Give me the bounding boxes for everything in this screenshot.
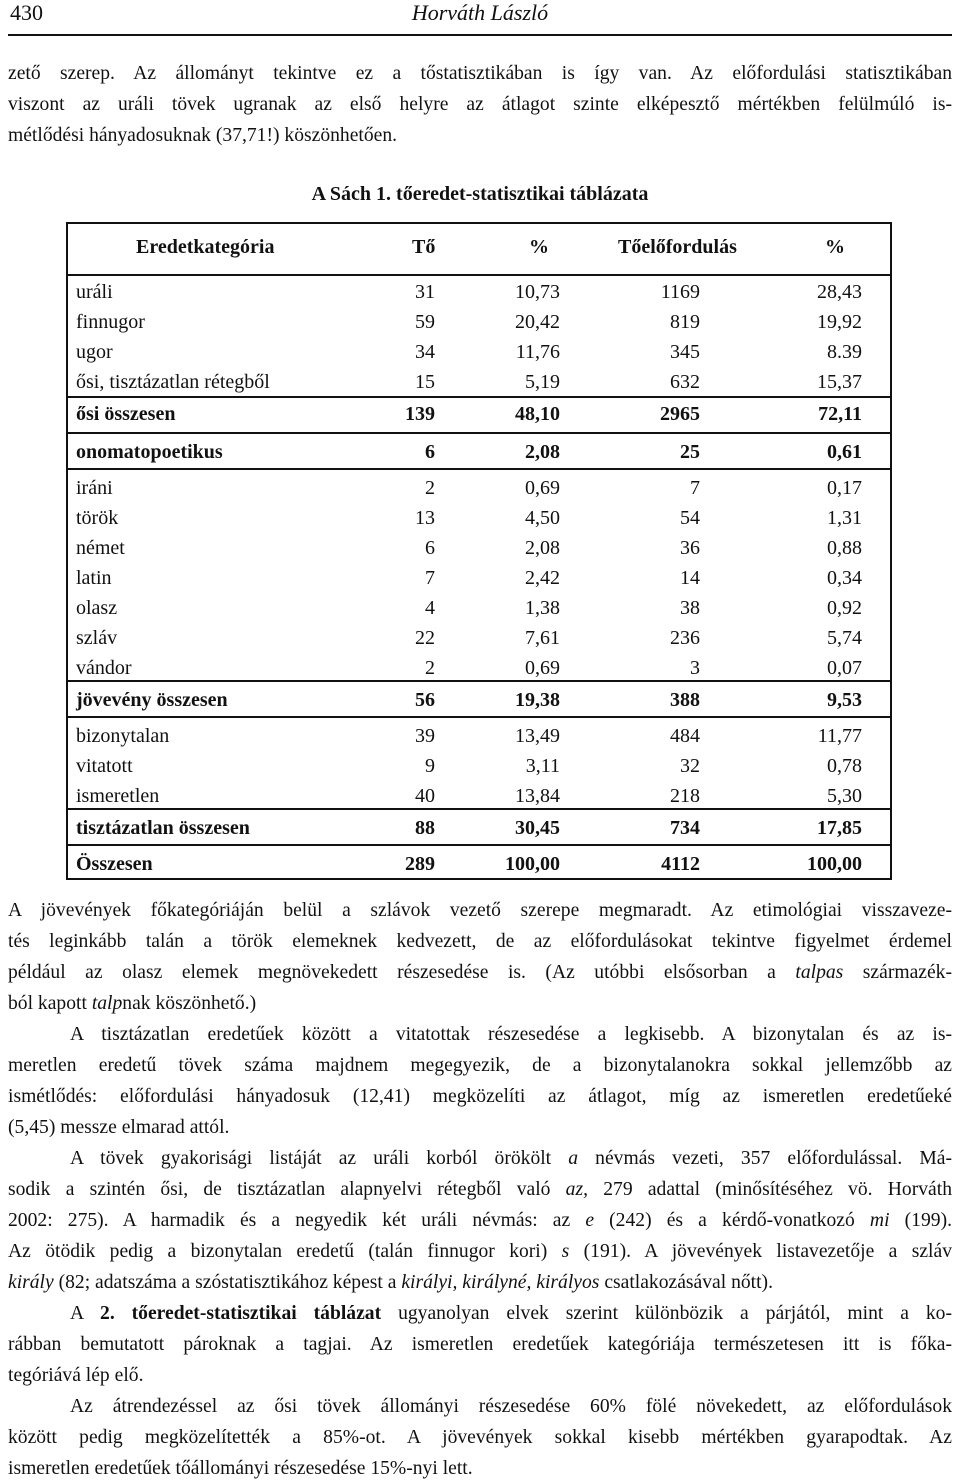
body-line: sodik a szintén ősi, de tisztázatlan alapnyelvi rétegből való az, 279 adattal (minősítéséhez vö. Horváth [8,1179,952,1200]
cell-occurrence-count: 819 [670,311,700,333]
cell-occurrence-percent: 0,61 [827,441,862,463]
cell-stem-percent: 13,49 [515,725,560,747]
page-number: 430 [10,0,43,25]
cell-occurrence-count: 25 [680,441,700,463]
cell-stem-count: 7 [425,567,435,589]
cell-stem-count: 31 [415,281,435,303]
table-row [68,850,890,880]
cell-occurrence-count: 345 [670,341,700,363]
intro-line: viszont az uráli tövek ugranak az első helyre az átlagot szinte elképesztő mértékben felülmúló is- [8,94,952,115]
cell-occurrence-percent: 11,77 [817,725,862,747]
body-line: például az olasz elemek megnövekedett részesedése is. (Az utóbbi elsősorban a talpas származék- [8,962,952,983]
cell-category: ugor [76,341,113,363]
cell-stem-percent: 1,38 [525,597,560,619]
cell-occurrence-count: 388 [670,689,700,711]
cell-stem-percent: 30,45 [515,817,560,839]
cell-category: német [76,537,125,559]
cell-stem-percent: 2,42 [525,567,560,589]
table-rule [68,844,890,846]
intro-paragraph [8,58,952,151]
cell-stem-percent: 100,00 [505,853,560,875]
body-line: tegóriává lép elő. [8,1365,144,1386]
cell-stem-count: 22 [415,627,435,649]
cell-stem-percent: 4,50 [525,507,560,529]
cell-occurrence-count: 734 [670,817,700,839]
body-line: A 2. tőeredet-statisztikai táblázat ugyanolyan elvek szerint különbözik a párjától, mint a ko- [70,1303,953,1324]
cell-stem-count: 139 [405,403,435,425]
cell-stem-count: 2 [425,477,435,499]
table-rule [68,396,890,398]
body-text [8,895,952,1484]
table-row [68,308,890,338]
header-category: Eredetkategória [136,236,275,258]
table-header-row [68,224,890,276]
table-row [68,338,890,368]
table-rule [68,468,890,470]
body-line: tés leginkább talán a török elemeknek kedvezett, de az előfordulásokat tekintve figyelmet érdemel [8,931,952,952]
cell-stem-percent: 19,38 [515,689,560,711]
cell-occurrence-count: 54 [680,507,700,529]
table-row [68,534,890,564]
table-row [68,686,890,716]
table-row [68,564,890,594]
cell-occurrence-count: 14 [680,567,700,589]
cell-occurrence-percent: 15,37 [817,371,862,393]
intro-line: métlődési hányadosuknak (37,71!) köszönhetően. [8,125,398,146]
cell-stem-count: 59 [415,311,435,333]
cell-occurrence-percent: 0,17 [827,477,862,499]
body-line: 2002: 275). A harmadik és a negyedik két uráli névmás: az e (242) és a kérdő-vonatkozó mi (199). [8,1210,952,1231]
table-row [68,624,890,654]
cell-category: ismeretlen [76,785,160,807]
cell-stem-percent: 13,84 [515,785,560,807]
cell-category: jövevény összesen [76,689,228,711]
cell-occurrence-count: 2965 [660,403,700,425]
cell-stem-percent: 0,69 [525,657,560,679]
cell-category: ősi, tisztázatlan rétegből [76,371,270,393]
cell-occurrence-count: 632 [670,371,700,393]
cell-occurrence-count: 484 [670,725,700,747]
table-rule [68,432,890,434]
header-stem-percent: % [529,236,549,258]
table-row [68,504,890,534]
cell-stem-percent: 10,73 [515,281,560,303]
cell-stem-percent: 20,42 [515,311,560,333]
table-row [68,722,890,752]
cell-stem-percent: 11,76 [515,341,560,363]
cell-occurrence-percent: 19,92 [817,311,862,333]
cell-occurrence-percent: 5,30 [827,785,862,807]
body-line: Az ötödik pedig a bizonytalan eredetű (talán finnugor kori) s (191). A jövevények listavezetője a szláv [8,1241,952,1262]
origin-statistics-table [66,222,892,880]
cell-stem-count: 9 [425,755,435,777]
cell-category: bizonytalan [76,725,170,747]
table-row [68,368,890,398]
cell-occurrence-percent: 0,34 [827,567,862,589]
body-line: A tövek gyakorisági listáját az uráli korból örökölt a névmás vezeti, 357 előfordulással. Má- [70,1148,952,1169]
cell-category: tisztázatlan összesen [76,817,250,839]
cell-category: onomatopoetikus [76,441,223,463]
cell-occurrence-percent: 28,43 [817,281,862,303]
cell-stem-count: 34 [415,341,435,363]
cell-stem-count: 88 [415,817,435,839]
cell-stem-percent: 5,19 [525,371,560,393]
cell-occurrence-count: 32 [680,755,700,777]
cell-stem-percent: 2,08 [525,537,560,559]
table-row [68,278,890,308]
cell-stem-percent: 48,10 [515,403,560,425]
table-row [68,438,890,468]
body-line: (5,45) messze elmarad attól. [8,1117,230,1138]
body-line: király (82; adatszáma a szóstatisztikához képest a királyi, királyné, királyos csatlakozásával nőtt). [8,1272,773,1293]
table-row [68,814,890,844]
table-rule [68,808,890,810]
cell-category: uráli [76,281,113,303]
cell-occurrence-percent: 8.39 [827,341,862,363]
cell-occurrence-percent: 100,00 [807,853,862,875]
table-row [68,474,890,504]
cell-occurrence-percent: 0,78 [827,755,862,777]
cell-occurrence-count: 36 [680,537,700,559]
table-row [68,752,890,782]
cell-stem-percent: 2,08 [525,441,560,463]
table-rule [68,716,890,718]
table-rule [68,680,890,682]
cell-category: szláv [76,627,118,649]
body-line: között pedig megközelítették a 85%-ot. A jövevények sokkal kisebb mértékben gyarapodtak. Az [8,1427,952,1448]
cell-stem-count: 6 [425,537,435,559]
cell-occurrence-percent: 17,85 [817,817,862,839]
cell-category: olasz [76,597,118,619]
body-line: ismeretlen eredetűek tőállományi részesedése 15%-nyi lett. [8,1458,473,1479]
cell-category: Összesen [76,853,153,875]
cell-occurrence-count: 7 [690,477,700,499]
body-line: ismétlődés: előfordulási hányadosuk (12,41) megközelíti az átlagot, míg az ismeretlen eredetűeké [8,1086,952,1107]
cell-stem-percent: 0,69 [525,477,560,499]
cell-occurrence-percent: 5,74 [827,627,862,649]
cell-occurrence-percent: 0,92 [827,597,862,619]
cell-stem-count: 2 [425,657,435,679]
body-line: Az átrendezéssel az ősi tövek állományi részesedése 60% fölé növekedett, az előfordulások [70,1396,952,1417]
page-header [8,0,952,36]
cell-stem-count: 15 [415,371,435,393]
cell-stem-count: 4 [425,597,435,619]
running-head-author: Horváth László [411,0,549,25]
cell-occurrence-percent: 0,07 [827,657,862,679]
header-occurrence: Tőelőfordulás [618,236,737,258]
body-line: A jövevények főkategóriáján belül a szlávok vezető szerepe megmaradt. Az etimológiai visszaveze- [8,900,952,921]
cell-occurrence-percent: 72,11 [818,403,862,425]
cell-category: latin [76,567,112,589]
cell-stem-count: 13 [415,507,435,529]
cell-category: ősi összesen [76,403,176,425]
cell-occurrence-count: 38 [680,597,700,619]
cell-stem-count: 40 [415,785,435,807]
cell-stem-percent: 3,11 [525,755,560,777]
cell-occurrence-percent: 0,88 [827,537,862,559]
table-row [68,594,890,624]
cell-stem-count: 289 [405,853,435,875]
cell-category: iráni [76,477,113,499]
cell-occurrence-count: 218 [670,785,700,807]
header-occurrence-percent: % [825,236,845,258]
body-line: meretlen eredetű tövek száma majdnem megegyezik, de a bizonytalanokra sokkal jellemzőbb az [8,1055,952,1076]
cell-occurrence-count: 4112 [661,853,700,875]
cell-category: finnugor [76,311,145,333]
table-caption: A Sách 1. tőeredet-statisztikai táblázata [311,183,649,205]
cell-stem-count: 39 [415,725,435,747]
intro-line: zető szerep. Az állományt tekintve ez a tőstatisztikában is így van. Az előfordulási statisztikában [8,63,952,84]
cell-category: török [76,507,119,529]
cell-category: vitatott [76,755,133,777]
cell-category: vándor [76,657,132,679]
cell-stem-count: 56 [415,689,435,711]
cell-occurrence-count: 236 [670,627,700,649]
header-stem: Tő [412,236,436,258]
cell-stem-percent: 7,61 [525,627,560,649]
cell-occurrence-count: 3 [690,657,700,679]
cell-stem-count: 6 [425,441,435,463]
table-row [68,400,890,430]
body-line: rábban bemutatott pároknak a tagjai. Az ismeretlen eredetűek kategóriája természetesen itt is főka- [8,1334,952,1355]
body-line: A tisztázatlan eredetűek között a vitatottak részesedése a legkisebb. A bizonytalan és az is- [70,1024,952,1045]
cell-occurrence-count: 1169 [660,281,700,303]
cell-occurrence-percent: 1,31 [827,507,862,529]
body-line: ból kapott talpnak köszönhető.) [8,993,257,1014]
cell-occurrence-percent: 9,53 [827,689,862,711]
